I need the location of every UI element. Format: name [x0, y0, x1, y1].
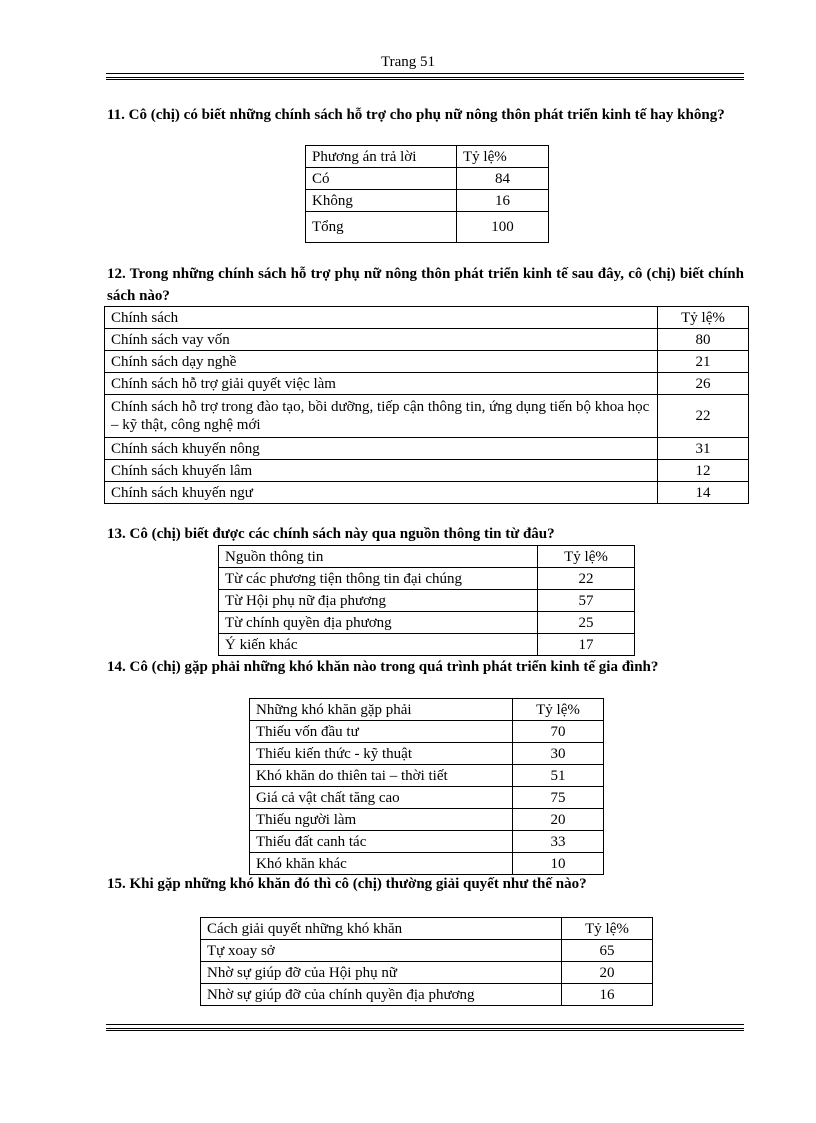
- row-value: 16: [457, 190, 549, 212]
- question-11: 11. Cô (chị) có biết những chính sách hỗ trợ cho phụ nữ nông thôn phát triển kinh tế hay không?: [107, 107, 725, 123]
- row-label: Nhờ sự giúp đỡ của Hội phụ nữ: [201, 962, 562, 984]
- row-value: 65: [562, 940, 653, 962]
- table-row: [105, 460, 749, 482]
- table-row: [306, 212, 549, 243]
- table-header-row: [250, 699, 604, 721]
- col-header: Tỷ lệ%: [457, 146, 549, 168]
- table-row: [201, 962, 653, 984]
- col-header: Tỷ lệ%: [562, 918, 653, 940]
- row-label: Giá cả vật chất tăng cao: [250, 787, 513, 809]
- table-header-row: [219, 546, 635, 568]
- row-label: Thiếu đất canh tác: [250, 831, 513, 853]
- row-label: Thiếu vốn đầu tư: [250, 721, 513, 743]
- footer-rule: [106, 1024, 744, 1031]
- col-header: Những khó khăn gặp phải: [250, 699, 513, 721]
- table-row: [250, 765, 604, 787]
- table-row: [219, 634, 635, 656]
- row-value: 33: [513, 831, 604, 853]
- row-label: Chính sách khuyến ngư: [105, 482, 658, 504]
- col-header: Phương án trả lời: [306, 146, 457, 168]
- table-header-row: [105, 307, 749, 329]
- row-value: 57: [538, 590, 635, 612]
- row-label: Chính sách hỗ trợ giải quyết việc làm: [105, 373, 658, 395]
- row-value: 20: [513, 809, 604, 831]
- row-label: Thiếu kiến thức - kỹ thuật: [250, 743, 513, 765]
- table-row: [250, 721, 604, 743]
- row-value: 51: [513, 765, 604, 787]
- row-value: 70: [513, 721, 604, 743]
- table-header-row: [306, 146, 549, 168]
- row-label: Tự xoay sở: [201, 940, 562, 962]
- table-q12: [104, 306, 749, 504]
- table-q11: [305, 145, 549, 243]
- row-label: Từ chính quyền địa phương: [219, 612, 538, 634]
- row-label: Thiếu người làm: [250, 809, 513, 831]
- col-header: Chính sách: [105, 307, 658, 329]
- table-row: [219, 612, 635, 634]
- table-row: [306, 168, 549, 190]
- row-label: Chính sách hỗ trợ trong đào tạo, bồi dưỡng, tiếp cận thông tin, ứng dụng tiến bộ khoa học – kỹ thật, công nghệ mới: [105, 395, 658, 438]
- row-label: Không: [306, 190, 457, 212]
- col-header: Tỷ lệ%: [538, 546, 635, 568]
- row-label: Chính sách dạy nghề: [105, 351, 658, 373]
- row-value: 17: [538, 634, 635, 656]
- table-row: [201, 984, 653, 1006]
- col-header: Tỷ lệ%: [658, 307, 749, 329]
- table-row: [250, 831, 604, 853]
- table-row: [105, 438, 749, 460]
- table-row: [250, 787, 604, 809]
- row-value: 21: [658, 351, 749, 373]
- table-q14: [249, 698, 604, 875]
- question-14: 14. Cô (chị) gặp phải những khó khăn nào trong quá trình phát triển kinh tế gia đình?: [107, 659, 659, 675]
- page-header: Trang 51: [380, 54, 436, 70]
- row-value: 75: [513, 787, 604, 809]
- table-q13: [218, 545, 635, 656]
- header-rule: [106, 73, 744, 80]
- table-row: [219, 590, 635, 612]
- row-value: 22: [658, 395, 749, 438]
- row-value: 25: [538, 612, 635, 634]
- row-label: Chính sách khuyến lâm: [105, 460, 658, 482]
- row-value: 10: [513, 853, 604, 875]
- row-value: 16: [562, 984, 653, 1006]
- table-row: [105, 482, 749, 504]
- col-header: Nguồn thông tin: [219, 546, 538, 568]
- row-label: Có: [306, 168, 457, 190]
- row-value: 12: [658, 460, 749, 482]
- row-value: 80: [658, 329, 749, 351]
- table-row: [105, 351, 749, 373]
- table-row: [105, 395, 749, 438]
- row-value: 26: [658, 373, 749, 395]
- row-label: Chính sách khuyến nông: [105, 438, 658, 460]
- question-13: 13. Cô (chị) biết được các chính sách này qua nguồn thông tin từ đâu?: [107, 526, 555, 542]
- question-15: 15. Khi gặp những khó khăn đó thì cô (chị) thường giải quyết như thế nào?: [107, 876, 587, 892]
- table-row: [105, 373, 749, 395]
- table-row: [219, 568, 635, 590]
- table-row: [306, 190, 549, 212]
- col-header: Tỷ lệ%: [513, 699, 604, 721]
- row-label: Ý kiến khác: [219, 634, 538, 656]
- table-row: [105, 329, 749, 351]
- row-value: 84: [457, 168, 549, 190]
- row-value: 14: [658, 482, 749, 504]
- row-value: 22: [538, 568, 635, 590]
- table-row: [250, 743, 604, 765]
- table-row: [250, 853, 604, 875]
- row-label: Nhờ sự giúp đỡ của chính quyền địa phương: [201, 984, 562, 1006]
- row-value: 20: [562, 962, 653, 984]
- row-label: Tổng: [306, 212, 457, 243]
- row-label: Khó khăn do thiên tai – thời tiết: [250, 765, 513, 787]
- row-value: 100: [457, 212, 549, 243]
- table-row: [250, 809, 604, 831]
- table-q15: [200, 917, 653, 1006]
- row-label: Khó khăn khác: [250, 853, 513, 875]
- table-header-row: [201, 918, 653, 940]
- row-value: 30: [513, 743, 604, 765]
- table-row: [201, 940, 653, 962]
- question-12: 12. Trong những chính sách hỗ trợ phụ nữ nông thôn phát triển kinh tế sau đây, cô (chị) biết chính sách nào?: [107, 266, 744, 304]
- row-value: 31: [658, 438, 749, 460]
- col-header: Cách giải quyết những khó khăn: [201, 918, 562, 940]
- row-label: Từ các phương tiện thông tin đại chúng: [219, 568, 538, 590]
- row-label: Chính sách vay vốn: [105, 329, 658, 351]
- row-label: Từ Hội phụ nữ địa phương: [219, 590, 538, 612]
